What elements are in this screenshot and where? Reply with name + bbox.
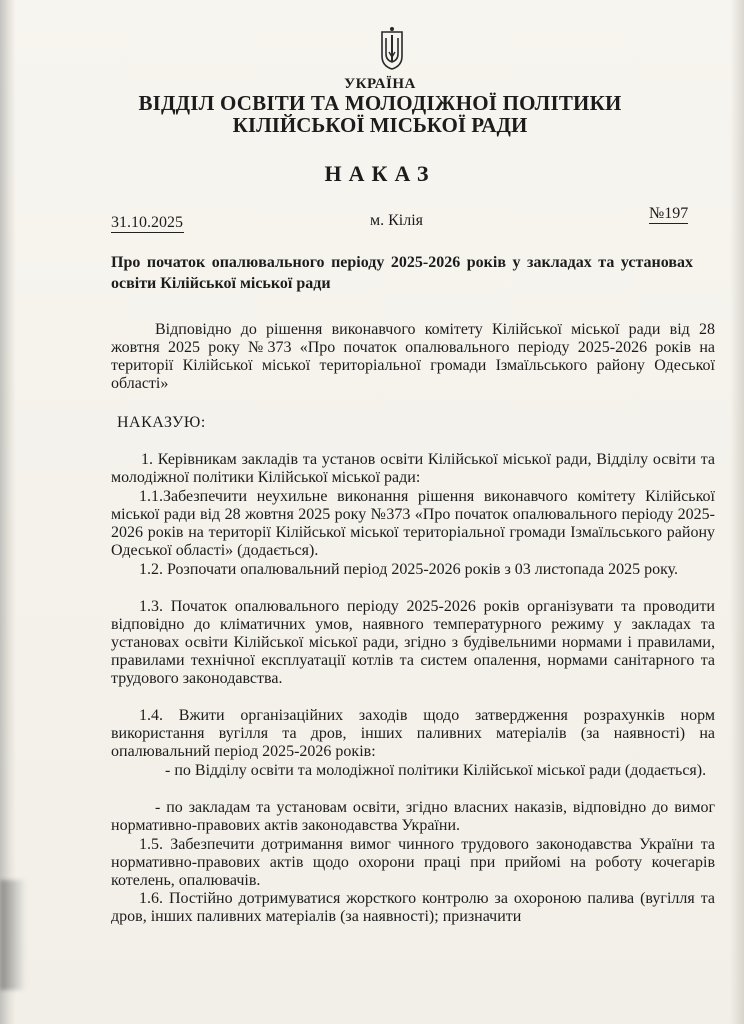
item-1-4-sub-b: - по закладам та установам освіти, згідно власних наказів, відповідно до вимог нормативно-правових актів законодавства України. (111, 799, 715, 834)
order-number: №197 (649, 205, 689, 222)
country-title: УКРАЇНА (344, 76, 416, 92)
order-city: м. Кілія (370, 212, 424, 229)
preamble-paragraph: Відповідно до рішення виконавчого комітету Кілійської міської ради від 28 жовтня 2025 року №373 «Про початок опалювального періоду 2025-2026 років на території Кілійської міської територіальної громади Ізмаїльського району Одеської області» (111, 321, 715, 392)
item-1-1: 1.1.Забезпечити неухильне виконання рішення виконавчого комітету Кілійської міської ради від 28 жовтня 2025 року №373 «Про початок опалювального періоду 2025-2026 років на території Кілійської міської територіальної громади Ізмаїльського району Одеської області» (додається). (111, 488, 715, 559)
scan-edge-shadow-left (0, 0, 16, 1024)
coat-of-arms-icon (380, 26, 404, 70)
item-1: 1. Керівникам закладів та установ освіти Кілійської міської ради, Відділу освіти та молодіжної політики Кілійської міської ради: (111, 451, 715, 486)
order-date: 31.10.2025 (111, 214, 183, 231)
item-1-5: 1.5. Забезпечити дотримання вимог чинного трудового законодавства України та нормативно-правових актів щодо охорони праці при прийомі на роботу кочегарів котелень, опалювачів. (111, 836, 715, 889)
item-1-4: 1.4. Вжити організаційних заходів щодо затвердження розрахунків норм використання вугілля та дров, інших паливних матеріалів (за наявності) на опалювальний період 2025-2026 років: (111, 707, 715, 760)
scan-edge-shadow-right (730, 0, 744, 1024)
department-title-line1: ВІДДІЛ ОСВІТИ ТА МОЛОДІЖНОЇ ПОЛІТИКИ (138, 91, 622, 115)
item-1-6: 1.6. Постійно дотримуватися жорсткого контролю за охороною палива (вугілля та дров, інших паливних матеріалів (за наявності); призначити (111, 890, 715, 925)
order-keyword: НАКАЗУЮ: (117, 414, 206, 431)
item-1-2: 1.2. Розпочати опалювальний період 2025-2026 років з 03 листопада 2025 року. (139, 561, 679, 578)
department-title-line2: КІЛІЙСЬКОЇ МІСЬКОЇ РАДИ (232, 113, 528, 137)
document-type-heading: НАКАЗ (324, 161, 436, 186)
item-1-3: 1.3. Початок опалювального періоду 2025-2026 років організувати та проводити відповідно до кліматичних умов, наявного температурного режиму у закладах та установах освіти Кілійської міської ради, згідно з будівельними нормами і правилами, правилами технічної експлуатації котлів та систем опалення, нормами санітарного та трудового законодавства. (111, 598, 715, 687)
scan-edge-blot (0, 880, 26, 990)
item-1-4-sub-a: - по Відділу освіти та молодіжної політики Кілійської міської ради (додається). (165, 762, 707, 779)
order-subject: Про початок опалювального періоду 2025-2026 років у закладах та установах освіти Кілійської міської ради (111, 254, 693, 292)
